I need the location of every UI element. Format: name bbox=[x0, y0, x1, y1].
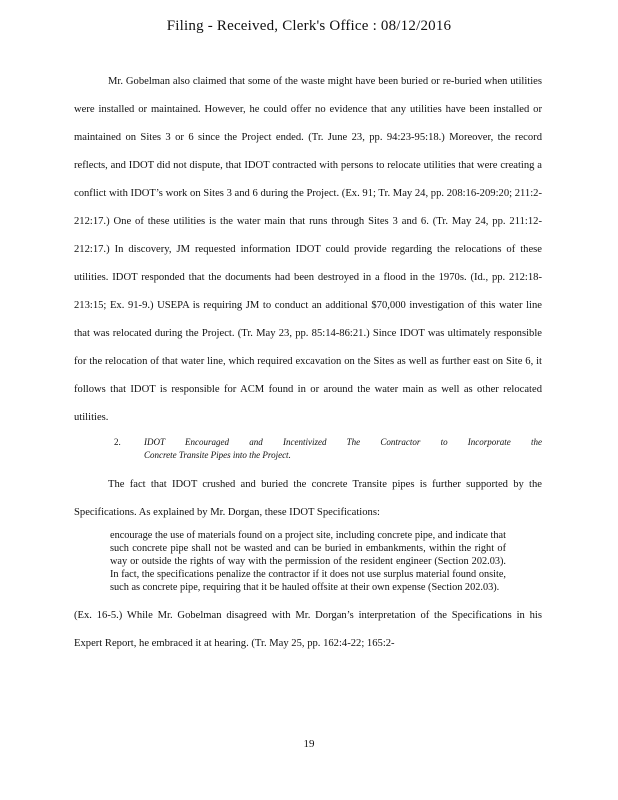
subheading-number: 2. bbox=[114, 437, 121, 447]
block-quote: encourage the use of materials found on a project site, including concrete pipe, and indicate that such concrete pipe shall not be wasted and can be buried in embankments, within the right of way or outside the rights of way with the permission of the resident engineer (Section 202.03). In fact, the specifications penalize the contractor if it does not use surplus material found onsite, such as concrete pipe, requiring that it be hauled offsite at their own expense (Section 202.03). bbox=[110, 530, 506, 593]
filing-header: Filing - Received, Clerk's Office : 08/12/2016 bbox=[166, 18, 452, 34]
subheading-line-2: Concrete Transite Pipes into the Project. bbox=[144, 450, 291, 460]
paragraph-exhibit: (Ex. 16-5.) While Mr. Gobelman disagreed with Mr. Dorgan’s interpretation of the Specifications in his Expert Report, he embraced it at hearing. (Tr. May 25, pp. 162:4-22; 165:2- bbox=[74, 610, 542, 649]
section-subheading bbox=[74, 432, 542, 471]
body-text bbox=[74, 68, 542, 658]
paragraph-utilities: Mr. Gobelman also claimed that some of the waste might have been buried or re-buried when utilities were installed or maintained. However, he could offer no evidence that any utilities have been installed or maintained on Sites 3 or 6 since the Project ended. (Tr. June 23, pp. 94:23-95:18.) Moreover, the record reflects, and IDOT did not dispute, that IDOT contracted with persons to relocate utilities that were creating a conflict with IDOT’s work on Sites 3 and 6 during the Project. (Ex. 91; Tr. May 24, pp. 208:16-209:20; 211:2-212:17.) One of these utilities is the water main that runs through Sites 3 and 6. (Tr. May 24, pp. 211:12-212:17.) In discovery, JM requested information IDOT could provide regarding the relocations of these utilities. IDOT responded that the documents had been destroyed in a flood in the 1970s. (Id., pp. 212:18-213:15; Ex. 91-9.) USEPA is requiring JM to conduct an additional $70,000 investigation of this water line that was relocated during the Project. (Tr. May 23, pp. 85:14-86:21.) Since IDOT was ultimately responsible for the relocation of that water line, which required excavation on the Sites as well as further east on Site 6, it follows that IDOT is responsible for ACM found in or around the water main as well as other relocated utilities. bbox=[74, 76, 542, 423]
paragraph-specifications: The fact that IDOT crushed and buried the concrete Transite pipes is further supported by the Specifications. As explained by Mr. Dorgan, these IDOT Specifications: bbox=[74, 479, 542, 518]
page-number: 19 bbox=[303, 738, 315, 750]
subheading-line-1: IDOT Encouraged and Incentivized The Contractor to Incorporate the bbox=[144, 437, 542, 447]
